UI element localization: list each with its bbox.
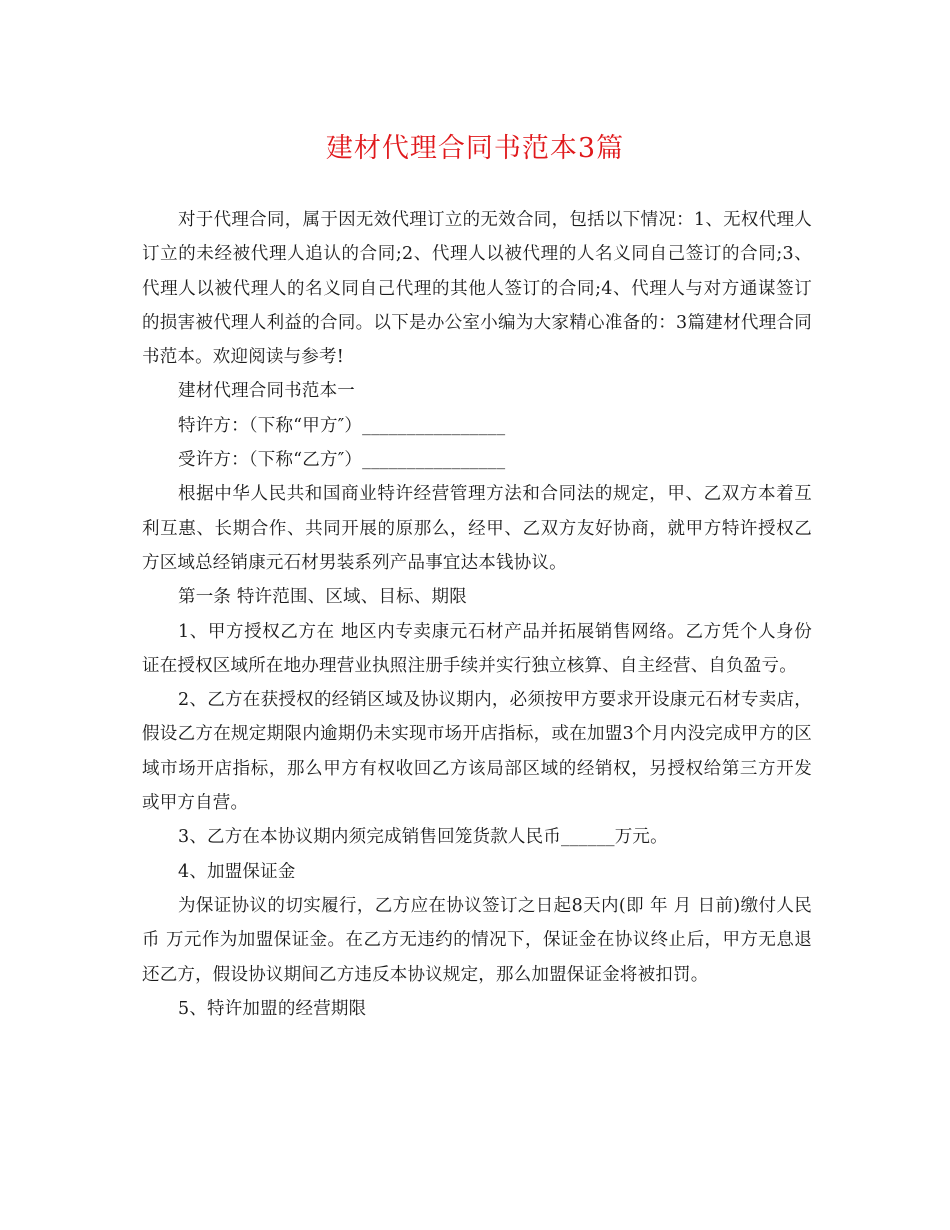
clause-1: 1、甲方授权乙方在 地区内专卖康元石材产品并拓展销售网络。乙方凭个人身份证在授权区域所在地办理营业执照注册手续并实行独立核算、自主经营、自负盈亏。: [142, 621, 812, 676]
clause-5-heading: 5、特许加盟的经营期限: [178, 998, 367, 1019]
clause-4-heading: 4、加盟保证金: [178, 861, 296, 882]
section-heading: 建材代理合同书范本一: [178, 381, 355, 402]
intro-paragraph: 对于代理合同，属于因无效代理订立的无效合同，包括以下情况：1、无权代理人订立的未经被代理人追认的合同;2、代理人以被代理的人名义同自己签订的合同;3、代理人以被代理人的名义同自己代理的其他人签订的合同;4、代理人与对方通谋签订的损害被代理人利益的合同。以下是办公室小编为大家精心准备的：3篇建材代理合同书范本。欢迎阅读与参考!: [142, 210, 812, 368]
clause-3: 3、乙方在本协议期内须完成销售回笼货款人民币______万元。: [178, 827, 668, 848]
licensor-line: 特许方：（下称“甲方″）________________: [178, 415, 506, 436]
article-heading: 第一条 特许范围、区域、目标、期限: [178, 587, 467, 608]
preamble-paragraph: 根据中华人民共和国商业特许经营管理方法和合同法的规定，甲、乙双方本着互利互惠、长期合作、共同开展的原那么，经甲、乙双方友好协商，就甲方特许授权乙方区域总经销康元石材男装系列产品事宜达本钱协议。: [142, 484, 812, 573]
deposit-paragraph: 为保证协议的切实履行，乙方应在协议签订之日起8天内(即 年 月 日前)缴付人民币 万元作为加盟保证金。在乙方无违约的情况下，保证金在协议终止后，甲方无息退还乙方，假设协议期间乙方违反本协议规定，那么加盟保证金将被扣罚。: [142, 895, 812, 985]
document-title: 建材代理合同书范本3篇: [325, 133, 625, 164]
licensee-line: 受许方：（下称“乙方″）________________: [178, 450, 506, 471]
document-body: [142, 203, 812, 1026]
clause-2: 2、乙方在获授权的经销区域及协议期内，必须按甲方要求开设康元石材专卖店，假设乙方在规定期限内逾期仍未实现市场开店指标，或在加盟3个月内没完成甲方的区域市场开店指标，那么甲方有权收回乙方该局部区域的经销权，另授权给第三方开发或甲方自营。: [142, 690, 812, 814]
